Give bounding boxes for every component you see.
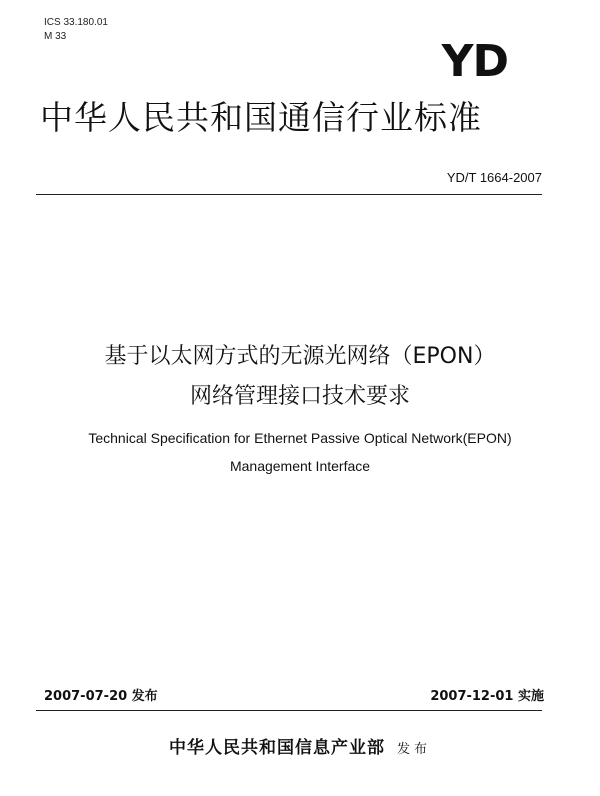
standard-category-heading: 中华人民共和国通信行业标准 [40,98,482,137]
yd-logo: YD [441,36,508,87]
classification-codes [44,16,108,44]
ccs-code: M 33 [44,31,67,42]
issuer-line [0,736,600,762]
issuer-action: 发布 [396,742,431,757]
bottom-divider [36,710,542,711]
title-english-line1: Technical Specification for Ethernet Passive Optical Network(EPON) [88,430,512,446]
issuer-organization: 中华人民共和国信息产业部 [168,738,385,758]
ics-code: ICS 33.180.01 [44,17,108,28]
implementation-date: 2007-12-01 实施 [430,689,544,704]
title-english-line2: Management Interface [229,458,371,474]
standard-number: YD/T 1664-2007 [446,170,542,185]
title-chinese-line2: 网络管理接口技术要求 [189,384,410,409]
top-divider [36,194,542,195]
issue-date: 2007-07-20 发布 [44,689,158,704]
title-chinese-line1: 基于以太网方式的无源光网络（EPON） [104,344,496,369]
